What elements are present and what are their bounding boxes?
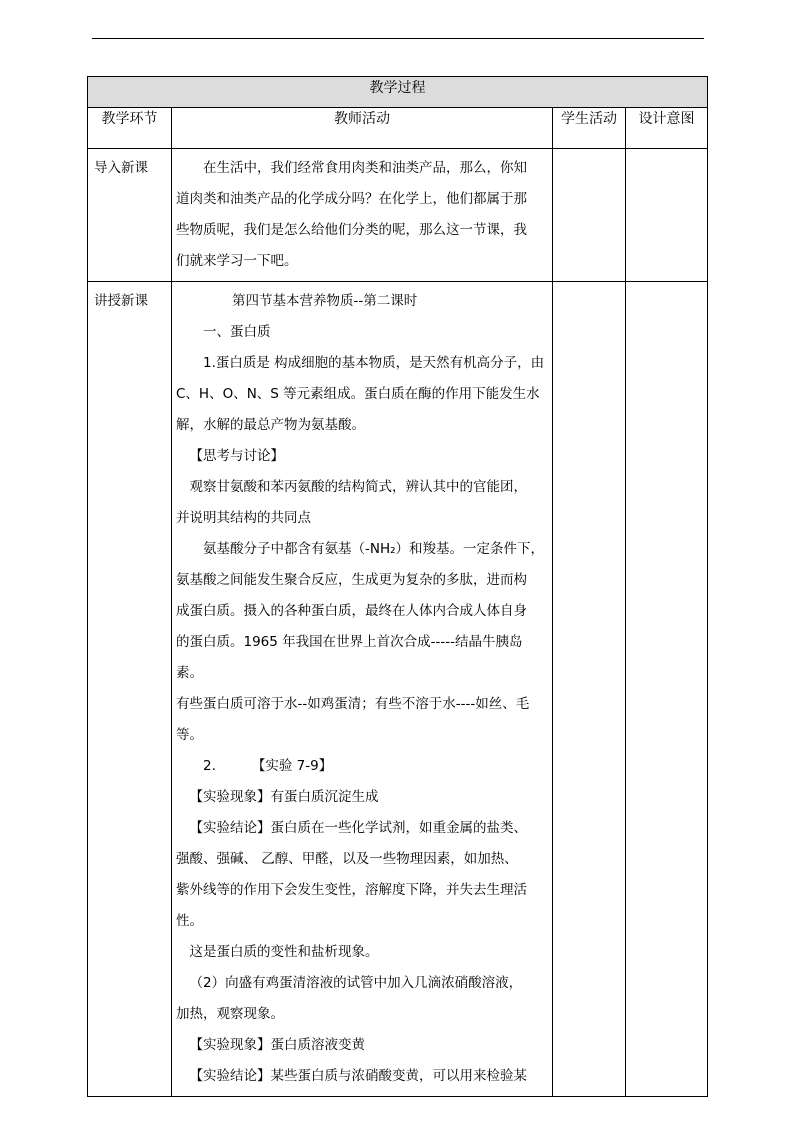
conclusion-1-line: 【实验结论】蛋白质在一些化学试剂，如重金属的盐类、 [189, 820, 527, 836]
think-line: 观察甘氨酸和苯丙氨酸的结构简式，辨认其中的官能团， [189, 479, 527, 495]
experiment-number: 2. [203, 758, 216, 774]
think-discuss-title: 【思考与讨论】 [189, 448, 284, 464]
student-new-cell [553, 282, 626, 1097]
amino-line: 有些蛋白质可溶于水--如鸡蛋清；有些不溶于水----如丝、毛 [176, 696, 530, 712]
conclusion-1-line: 性。 [176, 913, 203, 929]
amino-line: 成蛋白质。摄入的各种蛋白质，最终在人体内合成人体自身 [176, 603, 527, 619]
amino-line: 等。 [176, 727, 203, 743]
protein-line: 解，水解的最总产物为氨基酸。 [176, 417, 365, 433]
amino-line: 氨基酸之间能发生聚合反应，生成更为复杂的多肽，进而构 [176, 572, 527, 588]
protein-line: 1.蛋白质是 构成细胞的基本物质，是天然有机高分子，由 [203, 355, 545, 371]
stage-new-lesson: 讲授新课 [88, 282, 172, 1097]
think-line: 并说明其结构的共同点 [176, 510, 311, 526]
header-teacher-activity: 教师活动 [172, 108, 553, 149]
amino-line: 的蛋白质。1965 年我国在世界上首次合成-----结晶牛胰岛素。 [176, 634, 523, 681]
phenomenon-2: 【实验现象】蛋白质溶液变黄 [189, 1037, 365, 1053]
conclusion-2: 【实验结论】某些蛋白质与浓硝酸变黄，可以用来检验某 [189, 1068, 527, 1084]
header-design-intent: 设计意图 [626, 108, 708, 149]
header-student-activity: 学生活动 [553, 108, 626, 149]
conclusion-1-line: 强酸、强碱、 乙醇、甲醛，以及一些物理因素，如加热、 [176, 851, 518, 867]
lesson-title: 第四节基本营养物质--第二课时 [232, 293, 418, 309]
table-title: 教学过程 [88, 77, 708, 108]
design-new-cell [626, 282, 708, 1097]
design-intro-cell [626, 149, 708, 282]
row-intro [88, 149, 708, 282]
header-stage: 教学环节 [88, 108, 172, 149]
amino-line: 氨基酸分子中都含有氨基（-NH₂）和羧基。一定条件下， [203, 541, 545, 557]
table-title-row [88, 77, 708, 108]
experiment-title: 【实验 7-9】 [251, 758, 333, 774]
student-intro-cell [553, 149, 626, 282]
intro-line: 些物质呢，我们是怎么给他们分类的呢，那么这一节课，我 [176, 222, 527, 238]
teacher-new-cell [172, 282, 553, 1097]
phenomenon-1: 【实验现象】有蛋白质沉淀生成 [189, 789, 379, 805]
protein-line: C、H、O、N、S 等元素组成。蛋白质在酶的作用下能发生水 [176, 386, 540, 402]
conclusion-1-line: 紫外线等的作用下会发生变性，溶解度下降，并失去生理活 [176, 882, 527, 898]
header-rule [92, 38, 704, 39]
teaching-process-table [87, 76, 708, 1097]
section-title: 一、蛋白质 [203, 324, 271, 340]
intro-line: 们就来学习一下吧。 [176, 253, 298, 269]
step2-line: 加热，观察现象。 [176, 1006, 284, 1022]
header-row [88, 108, 708, 149]
row-new-lesson [88, 282, 708, 1097]
experiment-heading [176, 751, 546, 782]
step2-line: （2）向盛有鸡蛋清溶液的试管中加入几滴浓硝酸溶液， [189, 975, 523, 991]
teacher-intro-cell [172, 149, 553, 282]
denature-note: 这是蛋白质的变性和盐析现象。 [189, 944, 379, 960]
intro-line: 道肉类和油类产品的化学成分吗？在化学上，他们都属于那 [176, 191, 527, 207]
intro-line: 在生活中，我们经常食用肉类和油类产品，那么，你知 [203, 160, 527, 176]
stage-intro: 导入新课 [88, 149, 172, 282]
